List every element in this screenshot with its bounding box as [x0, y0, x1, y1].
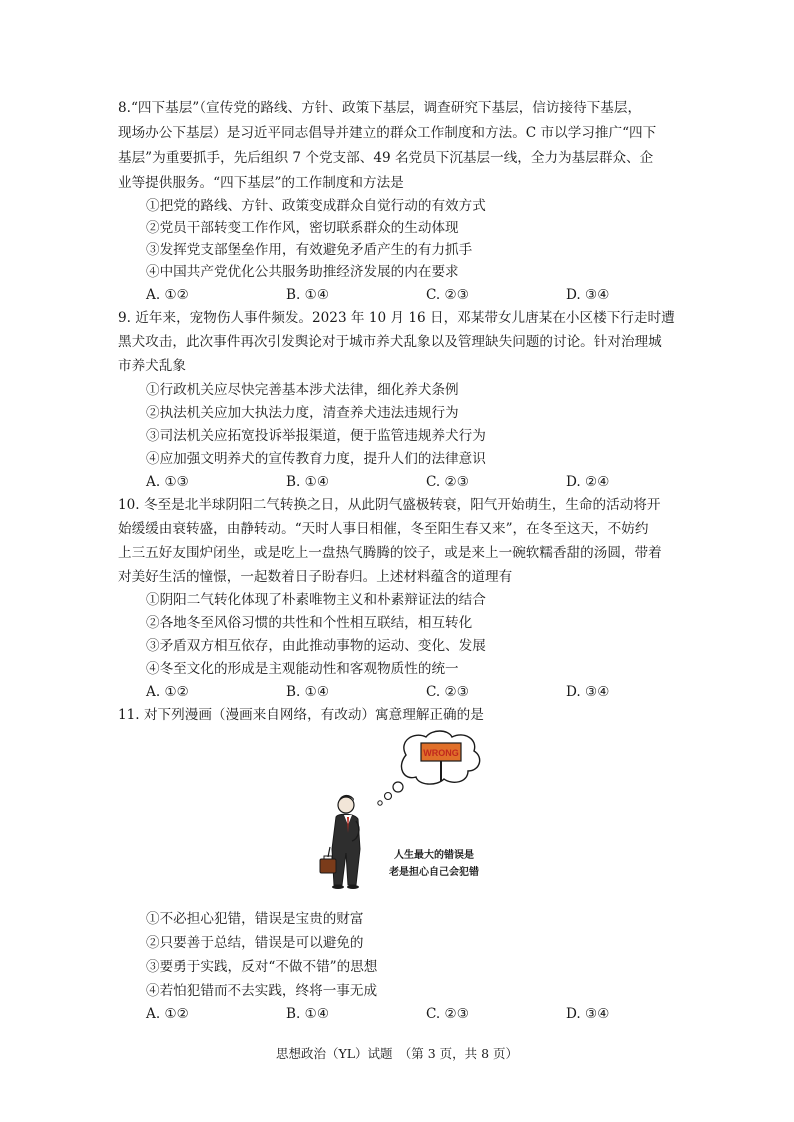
briefcase [320, 859, 336, 873]
wrong-sign-text: WRONG [423, 748, 459, 758]
q9-line-3: 市养犬乱象 [118, 358, 186, 374]
q11-option-2: ②只要善于总结，错误是可以避免的 [146, 935, 364, 951]
q8-choices [146, 285, 646, 305]
q10-line-2: 始缓缓由衰转盛，由静转动。“天时人事日相催，冬至阳生春又来”，在冬至这天，不妨约 [118, 521, 649, 537]
q9-choice-a[interactable]: A. ①③ [146, 474, 189, 490]
cartoon-caption-line-2: 老是担心自己会犯错 [389, 867, 479, 878]
q8-choice-c[interactable]: C. ②③ [426, 287, 469, 303]
q8-line-1: 8.“四下基层”（宣传党的路线、方针、政策下基层，调查研究下基层，信访接待下基层， [118, 100, 642, 116]
q8-option-4: ④中国共产党优化公共服务助推经济发展的内在要求 [146, 264, 459, 280]
q11-choice-d[interactable]: D. ③④ [566, 1006, 610, 1022]
q10-choice-b[interactable]: B. ①④ [286, 684, 330, 700]
cartoon-illustration [318, 729, 484, 895]
q10-line-1: 10. 冬至是北半球阴阳二气转换之日，从此阴气盛极转衰，阳气开始萌生，生命的活动将开 [118, 497, 661, 513]
q10-line-4: 对美好生活的憧憬，一起数着日子盼春归。上述材料蕴含的道理有 [118, 569, 513, 585]
q10-option-1: ①阴阳二气转化体现了朴素唯物主义和朴素辩证法的结合 [146, 592, 486, 608]
q11-option-4: ④若怕犯错而不去实践，终将一事无成 [146, 983, 378, 999]
q8-line-3: 基层”为重要抓手，先后组织 7 个党支部、49 名党员下沉基层一线，全力为基层群众、企 [118, 150, 654, 166]
q11-option-3: ③要勇于实践，反对“不做不错”的思想 [146, 959, 378, 975]
q10-choices [146, 682, 646, 702]
q10-option-4: ④冬至文化的形成是主观能动性和客观物质性的统一 [146, 661, 459, 677]
q8-choice-d[interactable]: D. ③④ [566, 287, 610, 303]
q9-choice-b[interactable]: B. ①④ [286, 474, 330, 490]
q9-line-2: 黑犬攻击，此次事件再次引发舆论对于城市养犬乱象以及管理缺失问题的讨论。针对治理城 [118, 334, 662, 350]
q11-choice-b[interactable]: B. ①④ [286, 1006, 330, 1022]
q10-option-2: ②各地冬至风俗习惯的共性和个性相互联结，相互转化 [146, 615, 473, 631]
q11-choices [146, 1004, 646, 1024]
q8-line-4: 业等提供服务。“四下基层”的工作制度和方法是 [118, 175, 404, 191]
q8-choice-b[interactable]: B. ①④ [286, 287, 330, 303]
q9-choices [146, 472, 646, 492]
q8-option-3: ③发挥党支部堡垒作用，有效避免矛盾产生的有力抓手 [146, 242, 473, 258]
q11-option-1: ①不必担心犯错，错误是宝贵的财富 [146, 911, 364, 927]
q10-choice-c[interactable]: C. ②③ [426, 684, 469, 700]
q10-option-3: ③矛盾双方相互依存，由此推动事物的运动、变化、发展 [146, 638, 486, 654]
q9-option-3: ③司法机关应拓宽投诉举报渠道，便于监管违规养犬行为 [146, 428, 486, 444]
q11-choice-c[interactable]: C. ②③ [426, 1006, 469, 1022]
q8-option-1: ①把党的路线、方针、政策变成群众自觉行动的有效方式 [146, 198, 486, 214]
q11-choice-a[interactable]: A. ①② [146, 1006, 189, 1022]
q11-line-1: 11. 对下列漫画（漫画来自网络，有改动）寓意理解正确的是 [118, 707, 484, 723]
q10-line-3: 上三五好友围炉闭坐，或是吃上一盘热气腾腾的饺子，或是来上一碗软糯香甜的汤圆，带着 [118, 545, 662, 561]
q9-option-1: ①行政机关应尽快完善基本涉犬法律，细化养犬条例 [146, 382, 459, 398]
q9-option-2: ②执法机关应加大执法力度，清查养犬违法违规行为 [146, 405, 459, 421]
q9-choice-d[interactable]: D. ②④ [566, 474, 610, 490]
man-head [338, 797, 354, 813]
q9-option-4: ④应加强文明养犬的宣传教育力度，提升人们的法律意识 [146, 451, 486, 467]
q9-choice-c[interactable]: C. ②③ [426, 474, 469, 490]
cartoon-caption-line-1: 人生最大的错误是 [394, 850, 474, 861]
q8-option-2: ②党员干部转变工作作风，密切联系群众的生动体现 [146, 220, 459, 236]
man-suit [332, 814, 360, 885]
page-footer: 思想政治（YL）试题 （第 3 页，共 8 页） [275, 1046, 519, 1061]
q8-choice-a[interactable]: A. ①② [146, 287, 189, 303]
q10-choice-a[interactable]: A. ①② [146, 684, 189, 700]
q9-line-1: 9. 近年来，宠物伤人事件频发。2023 年 10 月 16 日，邓某带女儿唐某在小区楼下行走时遭 [118, 310, 675, 326]
q8-line-2: 现场办公下基层）是习近平同志倡导并建立的群众工作制度和方法。C 市以学习推广“四下 [118, 125, 657, 141]
q10-choice-d[interactable]: D. ③④ [566, 684, 610, 700]
